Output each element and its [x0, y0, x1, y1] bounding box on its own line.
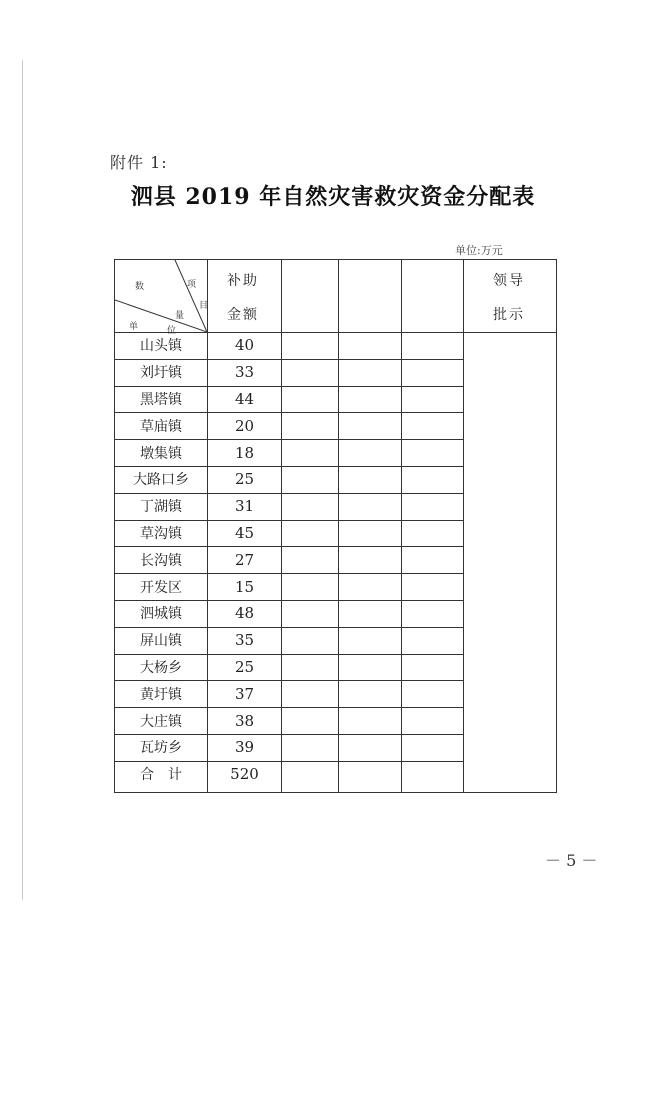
subsidy-amount: 40	[234, 336, 255, 355]
subsidy-amount: 18	[234, 443, 255, 462]
town-name: 墩集镇	[140, 445, 182, 462]
subsidy-amount: 25	[234, 470, 255, 489]
subsidy-amount: 31	[234, 497, 255, 516]
attachment-label: 附件 1:	[110, 153, 168, 172]
leader-header-line2: 批示	[493, 307, 525, 323]
town-name: 大庄镇	[140, 713, 182, 730]
town-name: 屏山镇	[140, 633, 182, 650]
subsidy-header-line1: 补助	[227, 273, 259, 289]
town-name: 瓦坊乡	[140, 740, 182, 757]
subsidy-amount: 35	[234, 631, 255, 650]
town-name: 刘圩镇	[140, 365, 182, 382]
diag-label-shu: 数	[135, 282, 145, 292]
subsidy-amount: 48	[234, 604, 255, 623]
subsidy-amount: 520	[230, 765, 259, 784]
col-divider	[338, 260, 339, 792]
town-name: 开发区	[140, 579, 182, 596]
subsidy-amount: 20	[234, 416, 255, 435]
subsidy-amount: 44	[234, 389, 255, 408]
town-name: 大杨乡	[140, 659, 182, 676]
subsidy-amount: 33	[234, 363, 255, 382]
subsidy-header-line2: 金额	[227, 307, 259, 323]
town-name: 大路口乡	[133, 472, 189, 489]
subsidy-amount: 39	[234, 738, 255, 757]
town-name: 黄圩镇	[140, 686, 182, 703]
town-name: 黑塔镇	[140, 391, 182, 408]
subsidy-amount: 15	[234, 577, 255, 596]
col-divider	[463, 260, 464, 792]
diag-label-wei: 位	[167, 326, 177, 336]
town-name: 山头镇	[140, 338, 182, 355]
page-title: 泗县 2019 年自然灾害救灾资金分配表	[130, 184, 536, 210]
diag-label-xiang: 项	[187, 280, 197, 290]
diag-label-dan: 单	[129, 322, 139, 332]
subsidy-amount: 27	[234, 550, 255, 569]
allocation-table	[114, 259, 557, 793]
subsidy-amount: 38	[234, 711, 255, 730]
subsidy-amount: 37	[234, 684, 255, 703]
town-name: 草庙镇	[140, 418, 182, 435]
col-divider	[281, 260, 282, 792]
page-number: － 5 －	[545, 851, 598, 870]
subsidy-amount: 45	[234, 523, 255, 542]
col-divider	[401, 260, 402, 792]
town-name: 长沟镇	[140, 552, 182, 569]
subsidy-amount: 25	[234, 657, 255, 676]
unit-label: 单位:万元	[455, 244, 503, 257]
diag-label-liang: 量	[175, 311, 185, 321]
town-name: 合 计	[140, 767, 182, 784]
town-name: 草沟镇	[140, 525, 182, 542]
town-name: 泗城镇	[140, 606, 182, 623]
diag-label-mu: 目	[199, 301, 209, 311]
leader-header-line1: 领导	[493, 273, 525, 289]
town-name: 丁湖镇	[140, 499, 182, 516]
